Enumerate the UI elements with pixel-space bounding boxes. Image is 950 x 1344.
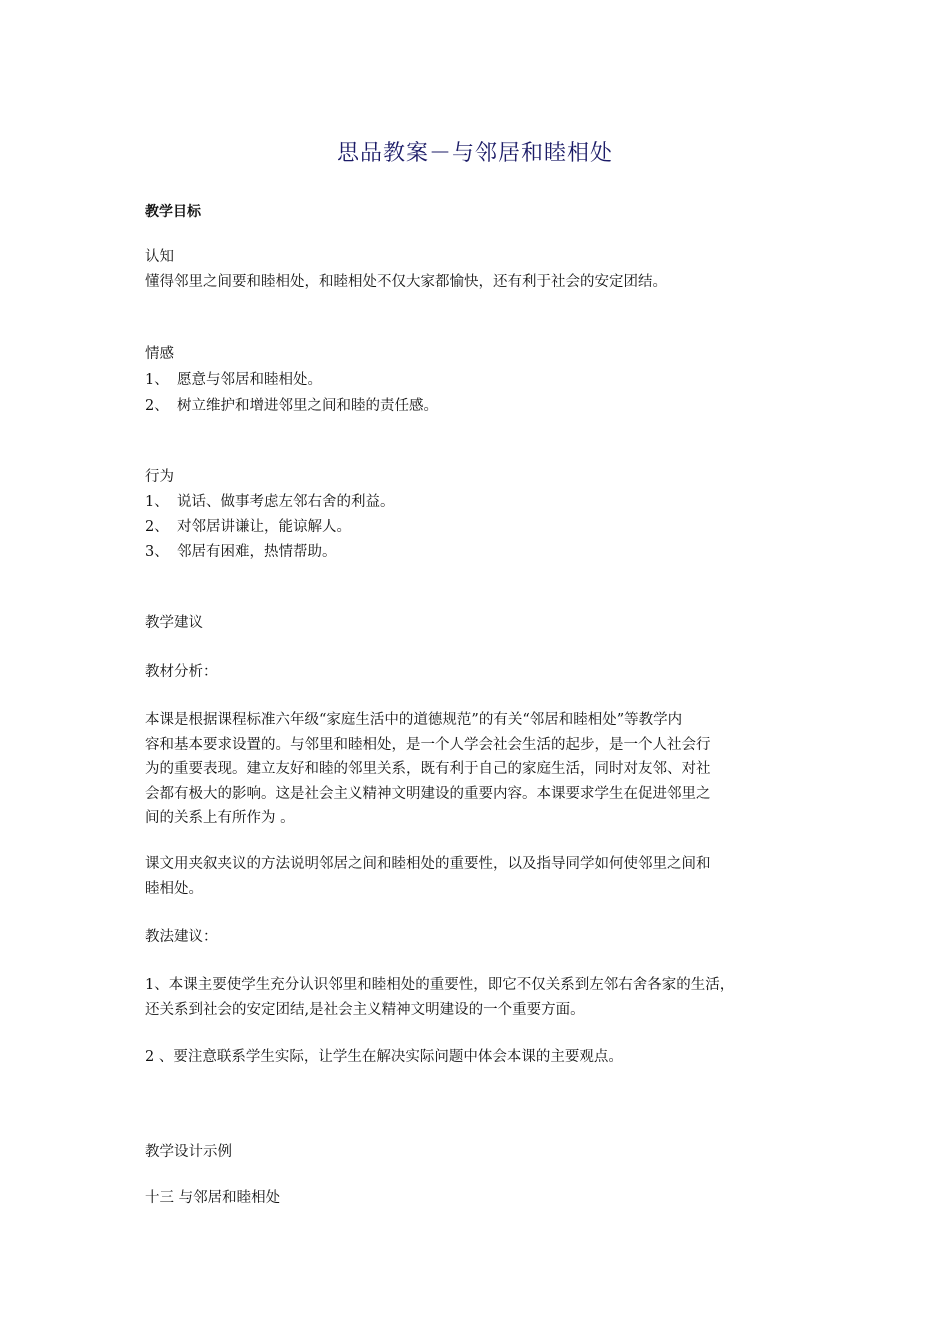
behavior-item-text: 说话、做事考虑左邻右舍的利益。 — [177, 494, 395, 510]
behavior-item — [145, 540, 337, 564]
paragraph-line: 容和基本要求设置的。与邻里和睦相处，是一个人学会社会生活的起步，是一个人社会行 — [145, 736, 711, 753]
paragraph-line: 会都有极大的影响。这是社会主义精神文明建设的重要内容。本课要求学生在促进邻里之 — [145, 785, 711, 802]
emotion-label: 情感 — [145, 346, 174, 362]
paragraph-line: 还关系到社会的安定团结,是社会主义精神文明建设的一个重要方面。 — [145, 1001, 585, 1018]
behavior-item-text: 邻居有困难，热情帮助。 — [177, 544, 337, 560]
behavior-item — [145, 490, 395, 514]
paragraph-line: 课文用夹叙夹议的方法说明邻居之间和睦相处的重要性，以及指导同学如何使邻里之间和 — [145, 856, 711, 872]
emotion-item — [145, 394, 438, 418]
paragraph-line: 为的重要表现。建立友好和睦的邻里关系，既有利于自己的家庭生活，同时对友邻、对社 — [145, 761, 711, 777]
teaching-method-point-1 — [145, 973, 815, 1022]
behavior-item — [145, 515, 351, 539]
behavior-item-number: 3、 — [145, 544, 169, 560]
material-analysis-label: 教材分析： — [145, 664, 218, 680]
behavior-item-number: 2、 — [145, 519, 169, 535]
cognition-text: 懂得邻里之间要和睦相处，和睦相处不仅大家都愉快，还有利于社会的安定团结。 — [145, 274, 667, 290]
teaching-suggestions-heading: 教学建议 — [145, 615, 203, 631]
paragraph-line: 间的关系上有所作为 。 — [145, 810, 295, 826]
behavior-label: 行为 — [145, 469, 174, 485]
teaching-method-label: 教法建议： — [145, 929, 218, 945]
text-method-paragraph — [145, 852, 815, 901]
lesson-title: 十三 与邻居和睦相处 — [145, 1190, 281, 1206]
paragraph-line: 1、本课主要使学生充分认识邻里和睦相处的重要性，即它不仅关系到左邻右舍各家的生活， — [145, 977, 735, 993]
emotion-item-number: 2、 — [145, 398, 169, 414]
cognition-label: 认知 — [145, 249, 174, 265]
teaching-design-heading: 教学设计示例 — [145, 1144, 232, 1160]
document-title: 思品教案－与邻居和睦相处 — [336, 141, 613, 166]
emotion-item-text: 愿意与邻居和睦相处。 — [177, 372, 322, 388]
emotion-item-number: 1、 — [145, 372, 169, 388]
behavior-item-text: 对邻居讲谦让，能谅解人。 — [177, 519, 351, 535]
paragraph-line: 睦相处。 — [145, 880, 203, 897]
behavior-item-number: 1、 — [145, 494, 169, 510]
emotion-item-text: 树立维护和增进邻里之间和睦的责任感。 — [177, 398, 438, 414]
teaching-goals-heading: 教学目标 — [145, 204, 201, 220]
paragraph-line: 本课是根据课程标准六年级“家庭生活中的道德规范”的有关“邻居和睦相处”等教学内 — [145, 712, 683, 728]
material-analysis-paragraph — [145, 708, 815, 831]
teaching-method-point-2: 2 、要注意联系学生实际，让学生在解决实际问题中体会本课的主要观点。 — [145, 1049, 623, 1065]
emotion-item — [145, 368, 322, 392]
